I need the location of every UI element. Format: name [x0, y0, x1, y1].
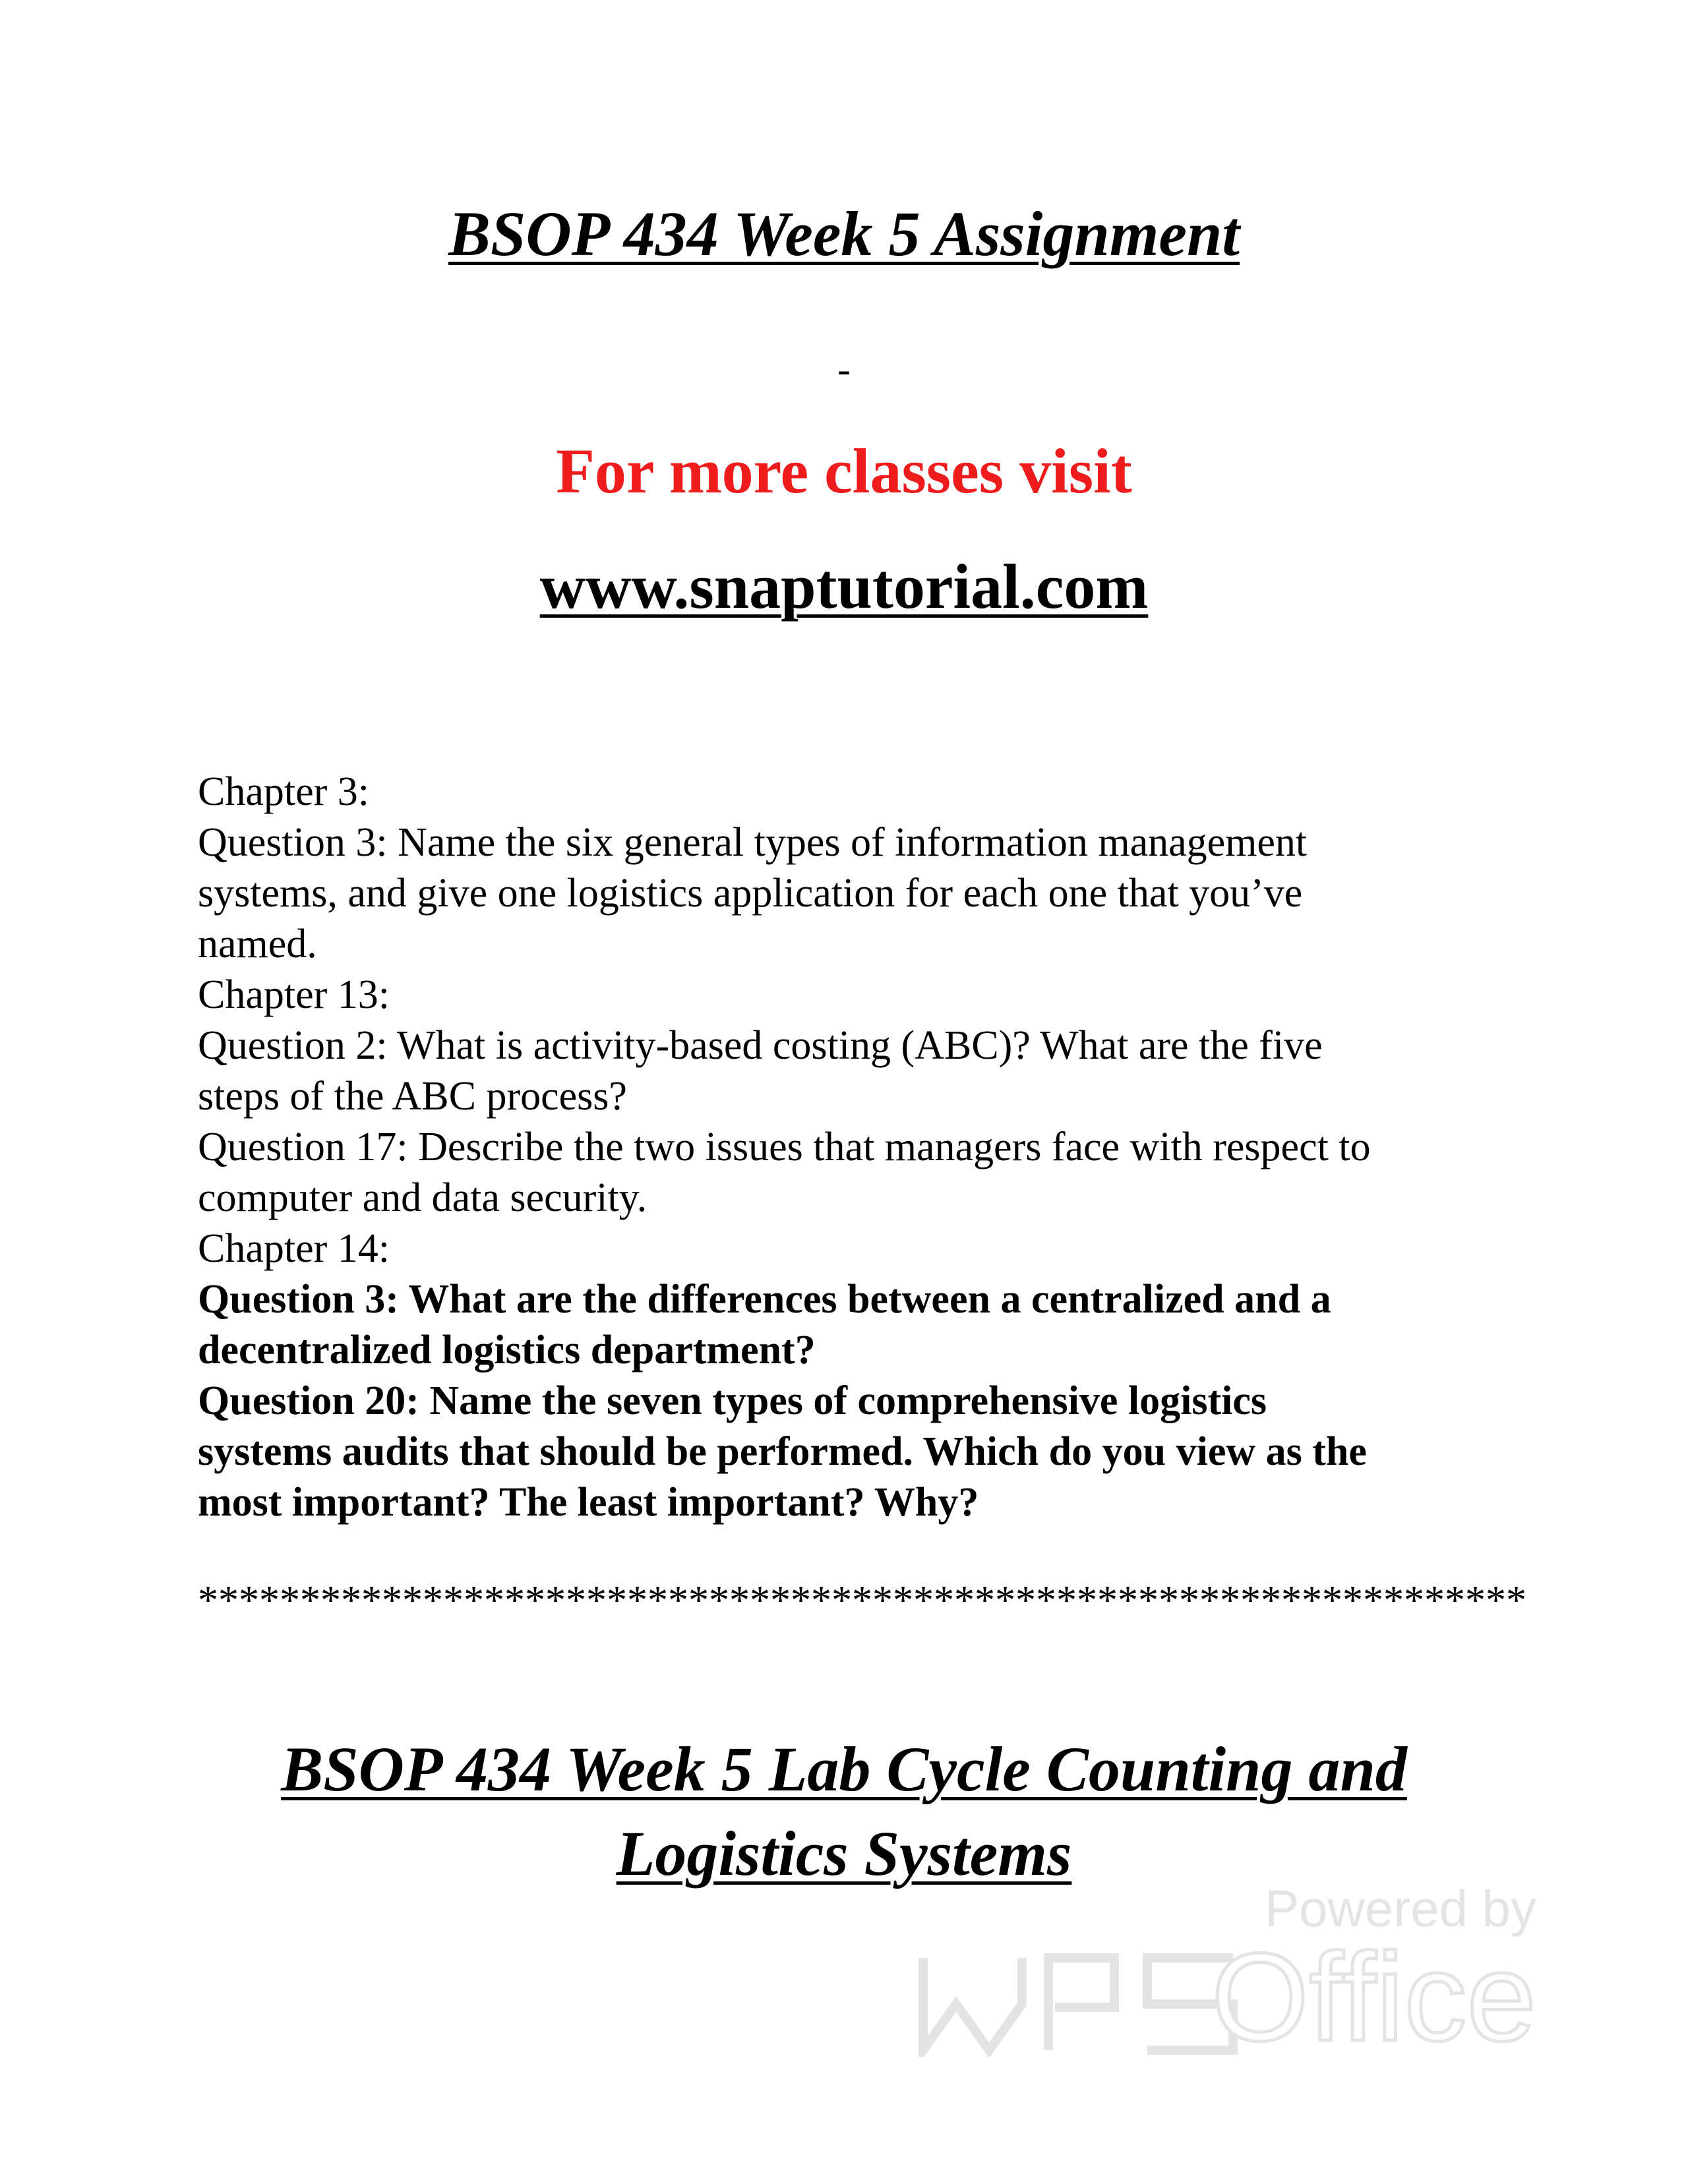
powered-by-text: Powered by: [1265, 1879, 1536, 1937]
body-line: computer and data security.: [198, 1175, 648, 1220]
promo-text: For more classes visit: [556, 436, 1132, 506]
lab-title-line-1: BSOP 434 Week 5 Lab Cycle Counting and: [281, 1734, 1407, 1804]
body-line-chapter-14: Chapter 14:: [198, 1226, 390, 1271]
body-line-bold: systems audits that should be performed. Which do you view as the: [198, 1429, 1367, 1474]
title-separator: -: [837, 347, 851, 391]
lab-title: [0, 1727, 1688, 1896]
document-title: BSOP 434 Week 5 Assignment: [448, 198, 1240, 269]
lab-title-line-2: Logistics Systems: [616, 1818, 1072, 1889]
body-line: named.: [198, 922, 317, 966]
body-line-bold: decentralized logistics department?: [198, 1328, 816, 1372]
assignment-questions: [198, 767, 1490, 1528]
body-line-chapter-13: Chapter 13:: [198, 972, 390, 1017]
asterisk-divider: *****************************************************************: [198, 1578, 1526, 1623]
body-line-bold: Question 3: What are the differences between a centralized and a: [198, 1277, 1331, 1322]
wps-logo-icon: [917, 1951, 1246, 2057]
office-text: Office: [1211, 1928, 1536, 2067]
body-line: steps of the ABC process?: [198, 1074, 627, 1119]
body-line: Question 2: What is activity-based costing (ABC)? What are the five: [198, 1023, 1323, 1068]
wps-office-watermark: [917, 1879, 1550, 2077]
body-line-bold: most important? The least important? Why?: [198, 1480, 979, 1525]
body-line-chapter-3: Chapter 3:: [198, 769, 369, 814]
body-line-bold: Question 20: Name the seven types of comprehensive logistics: [198, 1378, 1267, 1423]
website-link[interactable]: www.snaptutorial.com: [539, 551, 1149, 622]
body-line: Question 17: Describe the two issues that managers face with respect to: [198, 1125, 1371, 1169]
body-line: systems, and give one logistics application for each one that you’ve: [198, 871, 1303, 916]
body-line: Question 3: Name the six general types of information management: [198, 820, 1308, 865]
